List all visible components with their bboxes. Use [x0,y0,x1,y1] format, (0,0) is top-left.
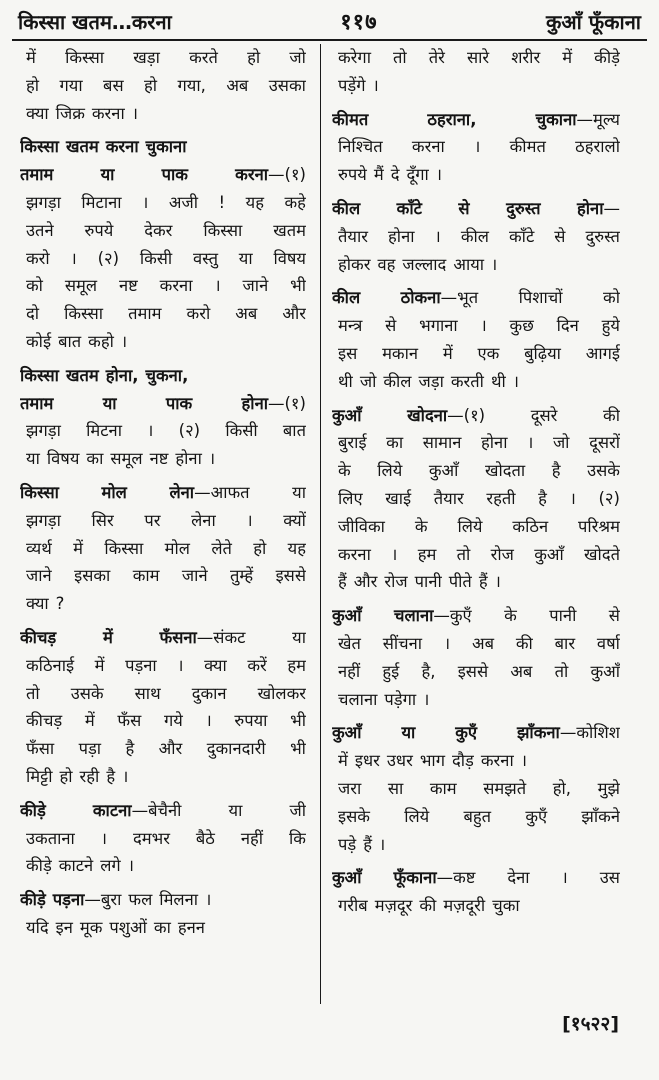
text-line: लिए खाई तैयार रहती है । (२) [338,488,620,508]
text-line: इस मकान में एक बुढ़िया आगई [338,343,620,363]
text-line: मिट्टी हो रही है । [26,766,129,786]
text-line: जाने इसका काम जाने तुम्हें इससे [26,566,306,586]
text-line: झगड़ा मिटना । (२) किसी बात [26,421,306,441]
text-line: में किस्सा खड़ा करते हो जो [26,48,306,67]
text-line: कीचड़ में फँस गये । रुपया भी [26,711,306,731]
entry-headword-line: कुआँ फूँकाना—कष्ट देना । उस [332,868,620,888]
entry-headword-line: तमाम या पाक होना—(१) [20,393,306,413]
text-line: उकताना । दमभर बैठे नहीं कि [26,828,306,848]
text-line: क्या जिक्र करना । [26,103,138,123]
header-left-entry: किस्सा खतम…करना [18,9,172,34]
text-line: या विषय का समूल नष्ट होना । [26,449,216,469]
text-line: झगड़ा मिटाना । अजी ! यह कहे [26,192,306,212]
text-line: हैं और रोज पानी पीते हैं । [338,572,501,592]
header-rule [12,39,647,41]
entry-headword-line: कीचड़ में फँसना—संकट या [20,627,306,647]
text-line: यदि इन मूक पशुओं का हनन [26,917,205,937]
text-line: व्यर्थ में किस्सा मोल लेते हो यह [26,538,306,558]
text-line: थी जो कील जड़ा करती थी । [338,371,520,391]
text-line: पड़ेंगे । [338,75,379,95]
text-line: को समूल नष्ट करना । जाने भी [26,276,306,296]
text-line: कोई बात कहो । [26,331,128,351]
text-line: क्या ? [26,594,65,614]
text-line: नहीं हुई है, इससे अब तो कुआँ [338,661,620,681]
entry-headword-line: कीड़े काटना—बेचैनी या जी [20,800,306,820]
text-line: जरा सा काम समझते हो, मुझे [338,778,620,798]
text-line: दो किस्सा तमाम करो अब और [26,304,306,324]
entry-headword-line: कुआँ खोदना—(१) दूसरे की [332,405,620,425]
entry-headword-line: तमाम या पाक करना—(१) [20,165,306,185]
text-line: गरीब मज़दूर की मज़दूरी चुका [338,896,520,916]
entry-headword-line: किस्सा खतम करना चुकाना [20,137,187,157]
text-line: इसके लिये बहुत कुएँ झाँकने [338,806,620,826]
text-line: झगड़ा सिर पर लेना । क्यों [26,510,306,530]
entry-headword-line: कील ठोकना—भूत पिशाचों को [332,288,620,308]
entry-headword-line: कुआँ चलाना—कुएँ के पानी से [332,606,620,626]
entry-headword-line: कीमत ठहराना, चुकाना—मूल्य [332,109,620,129]
text-line: में इधर उधर भाग दौड़ करना । [338,751,527,771]
text-line: जीविका के लिये कठिन परिश्रम [338,516,620,536]
right-column [332,44,620,1038]
text-line: उतने रुपये देकर किस्सा खतम [26,220,306,240]
text-line: होकर वह जल्लाद आया । [338,254,498,274]
entry-headword-line: कुआँ या कुएँ झाँकना—कोशिश [332,723,620,743]
text-line: फँसा पड़ा है और दुकानदारी भी [26,739,306,759]
text-line: मन्त्र से भगाना । कुछ दिन हुये [338,316,620,336]
text-line: के लिये कुआँ खोदता है उसके [338,461,620,481]
header-page-number: ११७ [340,10,378,35]
text-line: करना । हम तो रोज कुआँ खोदते [338,544,620,564]
text-line: पड़े हैं । [338,834,386,854]
running-header [18,6,641,36]
text-line: निश्चित करना । कीमत ठहरालो [338,137,620,157]
text-line: हो गया बस हो गया, अब उसका [26,75,306,95]
text-line: बुराई का सामान होना । जो दूसरों [338,433,620,453]
header-right-entry: कुआँ फूँकाना [545,9,641,34]
footer-reference-number: [१५२२] [562,1013,619,1035]
entry-headword-line: कील काँटे से दुरुस्त होना— [332,198,620,218]
text-line: करेगा तो तेरे सारे शरीर में कीड़े [338,48,620,67]
entry-headword-line: कीड़े पड़ना—बुरा फल मिलना । [20,890,212,910]
text-line: तो उसके साथ दुकान खोलकर [26,683,306,703]
text-line: कीड़े काटने लगे । [26,856,134,876]
entry-headword-line: किस्सा खतम होना, चुकना, [20,365,189,385]
column-divider [320,44,321,1004]
text-line: कठिनाई में पड़ना । क्या करें हम [26,655,306,675]
text-line: करो । (२) किसी वस्तु या विषय [26,248,306,268]
entry-headword-line: किस्सा मोल लेना—आफत या [20,482,306,502]
text-line: खेत सींचना । अब की बार वर्षा [338,633,620,653]
text-line: तैयार होना । कील काँटे से दुरुस्त [338,226,620,246]
text-line: चलाना पड़ेगा । [338,689,430,709]
left-column [20,44,306,1038]
text-line: रुपये मैं दे दूँगा । [338,165,443,185]
